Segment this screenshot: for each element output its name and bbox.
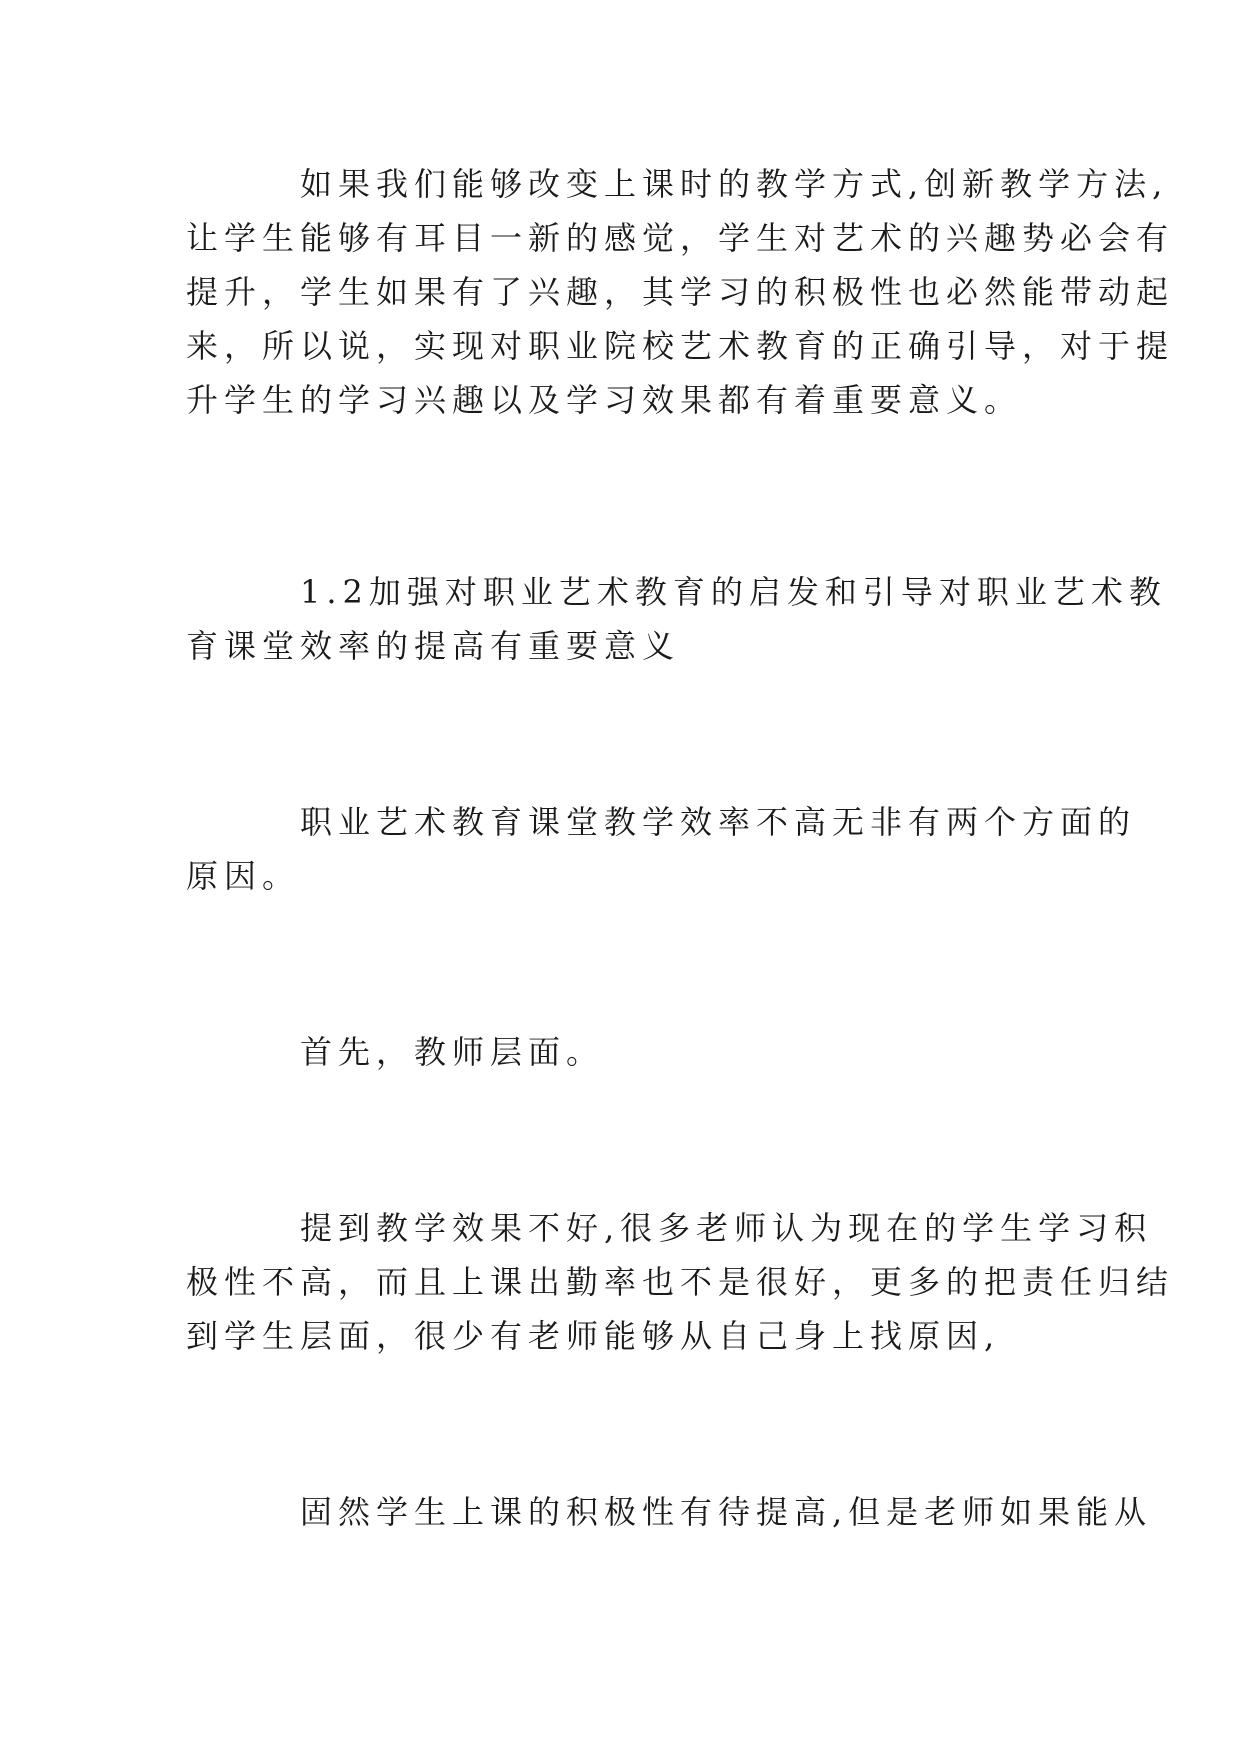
paragraph-1-line-3: 提升，学生如果有了兴趣，其学习的积极性也必然能带动起 [186,273,1175,311]
section-heading-line-1: 1.2加强对职业艺术教育的启发和引导对职业艺术教 [300,573,1167,611]
paragraph-5-line-3: 到学生层面，很少有老师能够从自己身上找原因, [186,1317,1001,1355]
section-heading-line-2: 育课堂效率的提高有重要意义 [186,627,681,665]
paragraph-6-line-1: 固然学生上课的积极性有待提高,但是老师如果能从 [300,1493,1153,1531]
paragraph-1-line-5: 升学生的学习兴趣以及学习效果都有着重要意义。 [186,381,1023,419]
paragraph-4-line-1: 首先，教师层面。 [300,1033,605,1071]
paragraph-5-line-1: 提到教学效果不好,很多老师认为现在的学生学习积 [300,1209,1153,1247]
paragraph-1-line-2: 让学生能够有耳目一新的感觉，学生对艺术的兴趣势必会有 [186,219,1175,257]
paragraph-1-line-1: 如果我们能够改变上课时的教学方式,创新教学方法, [300,165,1169,203]
paragraph-3-line-2: 原因。 [186,857,301,895]
paragraph-3-line-1: 职业艺术教育课堂教学效率不高无非有两个方面的 [300,803,1137,841]
paragraph-1-line-4: 来，所以说，实现对职业院校艺术教育的正确引导，对于提 [186,327,1175,365]
paragraph-5-line-2: 极性不高，而且上课出勤率也不是很好，更多的把责任归结 [186,1263,1175,1301]
